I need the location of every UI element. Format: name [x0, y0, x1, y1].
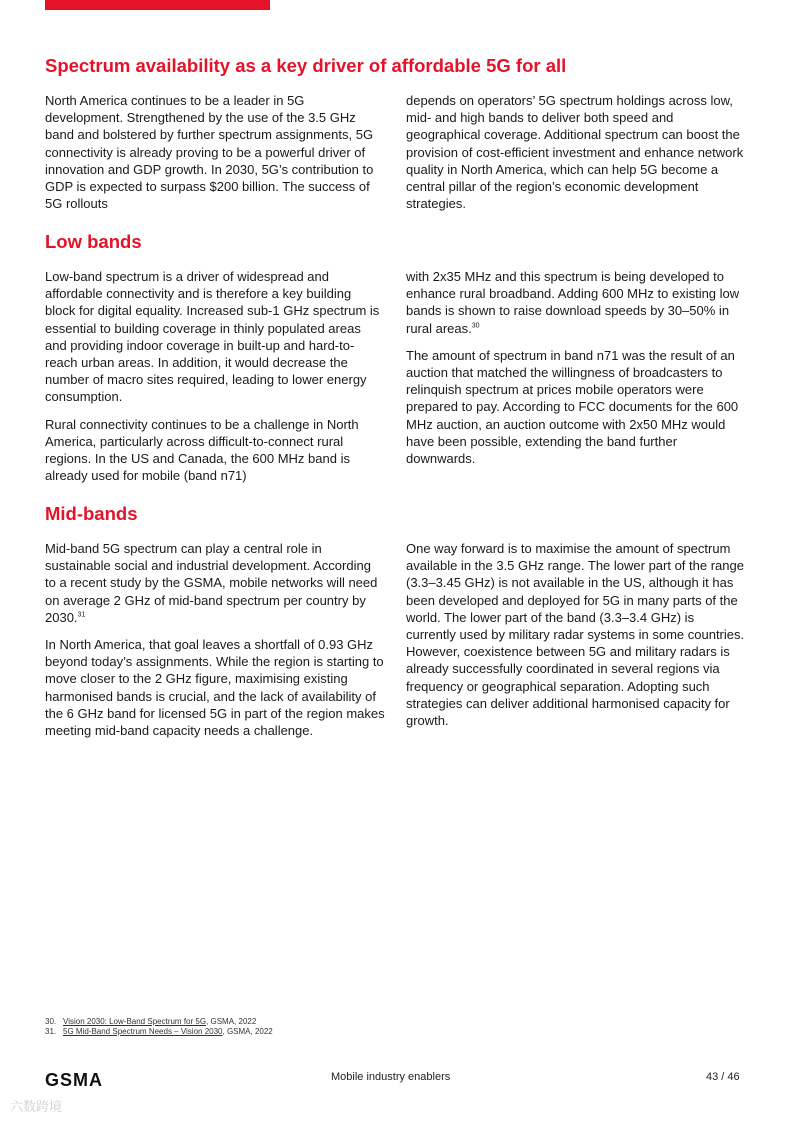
mid-bands-left-column: [45, 540, 385, 749]
paragraph-text: Mid-band 5G spectrum can play a central role in sustainable social and industrial development. According to a recent study by the GSMA, mobile networks will need on average 2 GHz of mid-band spectrum per country by 2030.: [45, 541, 378, 625]
footer-tagline: Mobile industry enablers: [331, 1071, 451, 1083]
gsma-logo: GSMA: [45, 1070, 103, 1090]
paragraph: In North America, that goal leaves a shortfall of 0.93 GHz beyond today’s assignments. While the region is starting to move closer to the 2 GHz figure, maximising existing harmonised bands is crucial, and the lack of availability of the 6 GHz band for licensed 5G in part of the region makes meeting mid-band capacity needs a challenge.: [45, 637, 385, 739]
section-title-mid-bands: Mid-bands: [45, 503, 138, 524]
footnote-source: , GSMA, 2022: [206, 1017, 257, 1026]
low-bands-left-column: [45, 268, 385, 494]
page-number: 43 / 46: [706, 1071, 740, 1083]
top-accent-bar: [45, 0, 270, 10]
paragraph: One way forward is to maximise the amount of spectrum available in the 3.5 GHz range. The lower part of the range (3.3–3.45 GHz) is not available in the US, although it has been developed and deployed for 5G in many parts of the world. The lower part of the band (3.3–3.4 GHz) is currently used by military radar systems in some countries. However, coexistence between 5G and military radars is already successfully coordinated in several regions via frequency or geographical separation. Adopting such strategies can deliver additional harmonised capacity for growth.: [406, 541, 745, 729]
footnote-ref-30[interactable]: 30: [471, 322, 480, 330]
footnote-number: 30.: [45, 1017, 57, 1026]
footnote-31: [45, 1027, 273, 1037]
footnote-30: [45, 1017, 273, 1027]
footnote-link[interactable]: 5G Mid-Band Spectrum Needs – Vision 2030: [63, 1027, 223, 1036]
watermark: 六数跨境: [10, 1099, 63, 1114]
paragraph-with-footnote: [45, 540, 385, 626]
spectrum-left-column: [45, 92, 385, 222]
footnote-ref-31[interactable]: 31: [77, 611, 86, 619]
footnote-number: 31.: [45, 1027, 57, 1036]
footnote-source: , GSMA, 2022: [222, 1027, 273, 1036]
footnote-link[interactable]: Vision 2030: Low-Band Spectrum for 5G: [63, 1017, 207, 1026]
paragraph: Rural connectivity continues to be a challenge in North America, particularly across difficult-to-connect rural regions. In the US and Canada, the 600 MHz band is already used for mobile (band n71): [45, 416, 359, 484]
paragraph-with-footnote: [406, 268, 746, 337]
paragraph: Low-band spectrum is a driver of widespread and affordable connectivity and is therefore a key building block for digital equality. Increased sub-1 GHz spectrum is essential to building coverage in thinly populated areas and providing indoor coverage in built-up and hard-to-reach urban areas. In addition, it would decrease the number of macro sites required, leading to lower energy consumption.: [45, 269, 380, 405]
paragraph: depends on operators’ 5G spectrum holdings across low, mid- and high bands to deliver both speed and geographical coverage. Additional spectrum can boost the provision of cost-efficient investment and enhance network quality in North America, which can help 5G become a central pillar of the region’s economic development strategies.: [406, 93, 744, 212]
paragraph-text: with 2x35 MHz and this spectrum is being developed to enhance rural broadband. Adding 600 MHz to existing low bands is shown to raise download speeds by 30–50% in rural areas.: [406, 269, 740, 336]
section-title-spectrum-availability: Spectrum availability as a key driver of affordable 5G for all: [45, 55, 567, 76]
footnotes: [45, 1017, 273, 1037]
spectrum-right-column: [406, 92, 746, 222]
paragraph: North America continues to be a leader in 5G development. Strengthened by the use of the 3.5 GHz band and bolstered by further spectrum assignments, 5G connectivity is already proving to be a powerful driver of innovation and GDP growth. In 2030, 5G’s contribution to GDP is expected to surpass $200 billion. The success of 5G rollouts: [45, 93, 374, 212]
paragraph: The amount of spectrum in band n71 was the result of an auction that matched the willingness of broadcasters to relinquish spectrum at prices mobile operators were prepared to pay. According to FCC documents for the 600 MHz auction, an auction outcome with 2x50 MHz would have been possible, extending the band further downwards.: [406, 347, 739, 467]
mid-bands-right-column: [406, 540, 746, 739]
section-title-low-bands: Low bands: [45, 231, 142, 252]
low-bands-right-column: [406, 268, 746, 477]
